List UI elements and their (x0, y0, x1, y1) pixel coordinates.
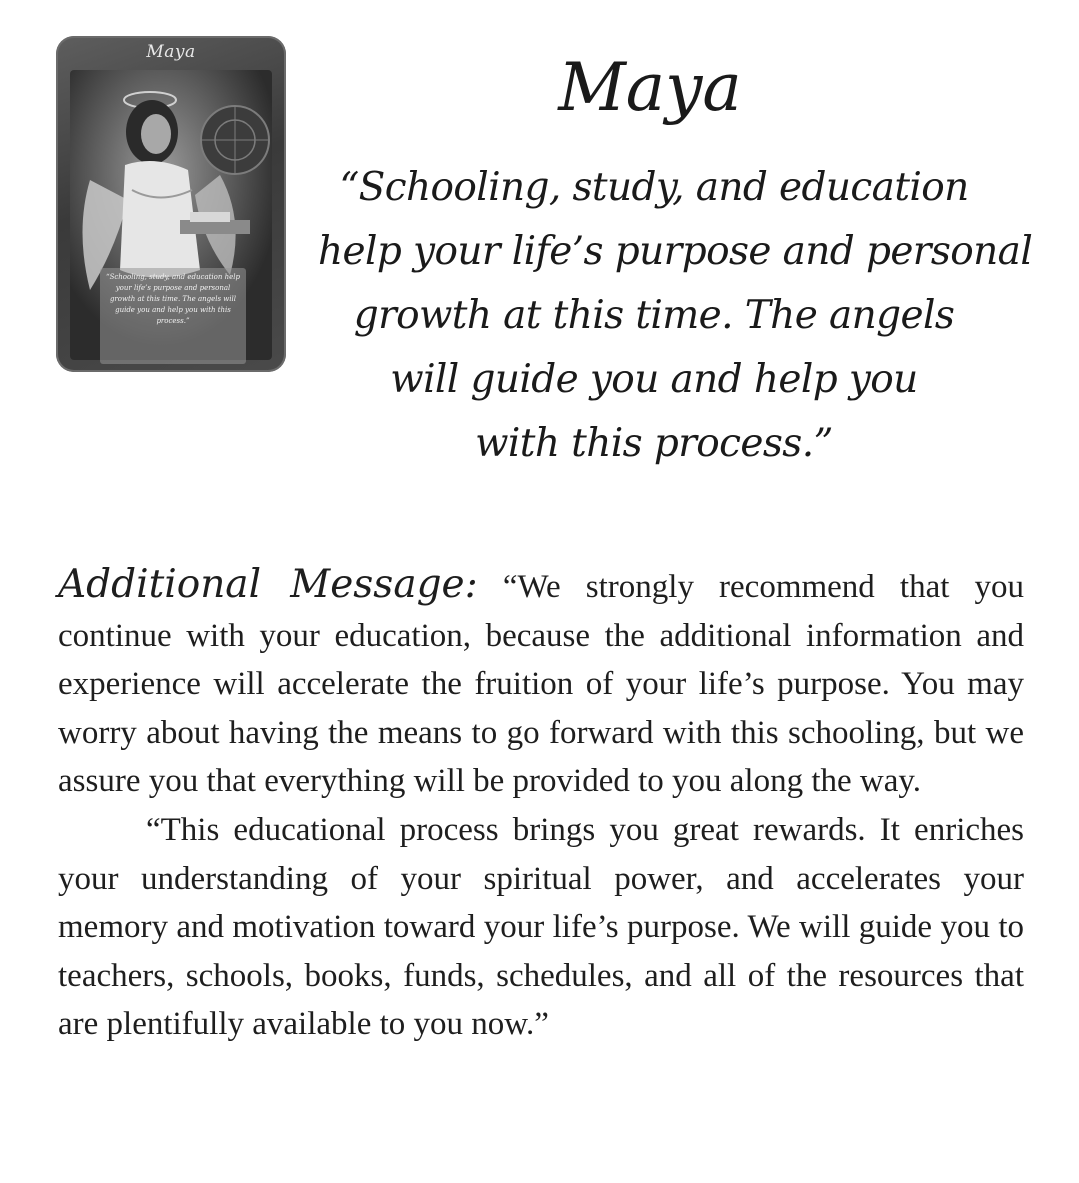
quote-line: will guide you and help you (390, 357, 918, 402)
page-title: Maya (558, 49, 742, 126)
quote-line: growth at this time. The angels (353, 293, 955, 338)
additional-message (58, 561, 1024, 1049)
message-paragraph: “This educational process brings you great rewards. It enriches your understanding of your spiritual power, and accelerates your memory and motivation toward your life’s purpose. We will guide you to teachers, schools, books, funds, schedules, and all of the resources that are plentifully available to you now.” (58, 811, 1024, 1043)
quote-line: “Schooling, study, and education (339, 165, 969, 210)
message-paragraph (58, 561, 1024, 806)
message-text: “We strongly recommend that you continue with your education, because the additional information and experience will accelerate the fruition of your life’s purpose. You may worry about having the means to go forward with this schooling, but we assure you that everything will be provided to you along the way. (58, 569, 1024, 800)
message-label: Additional Message: (58, 562, 478, 607)
quote-line: with this process.” (475, 421, 833, 466)
oracle-card-image (56, 36, 286, 372)
card-quote (318, 156, 1033, 476)
quote-line: help your life’s purpose and personal (318, 229, 1033, 274)
card-title: Maya (146, 42, 196, 62)
card-text: “Schooling, study, and education help your life’s purpose and personal growth at this time. The angels will guide you and help you with this process.” (105, 273, 240, 325)
